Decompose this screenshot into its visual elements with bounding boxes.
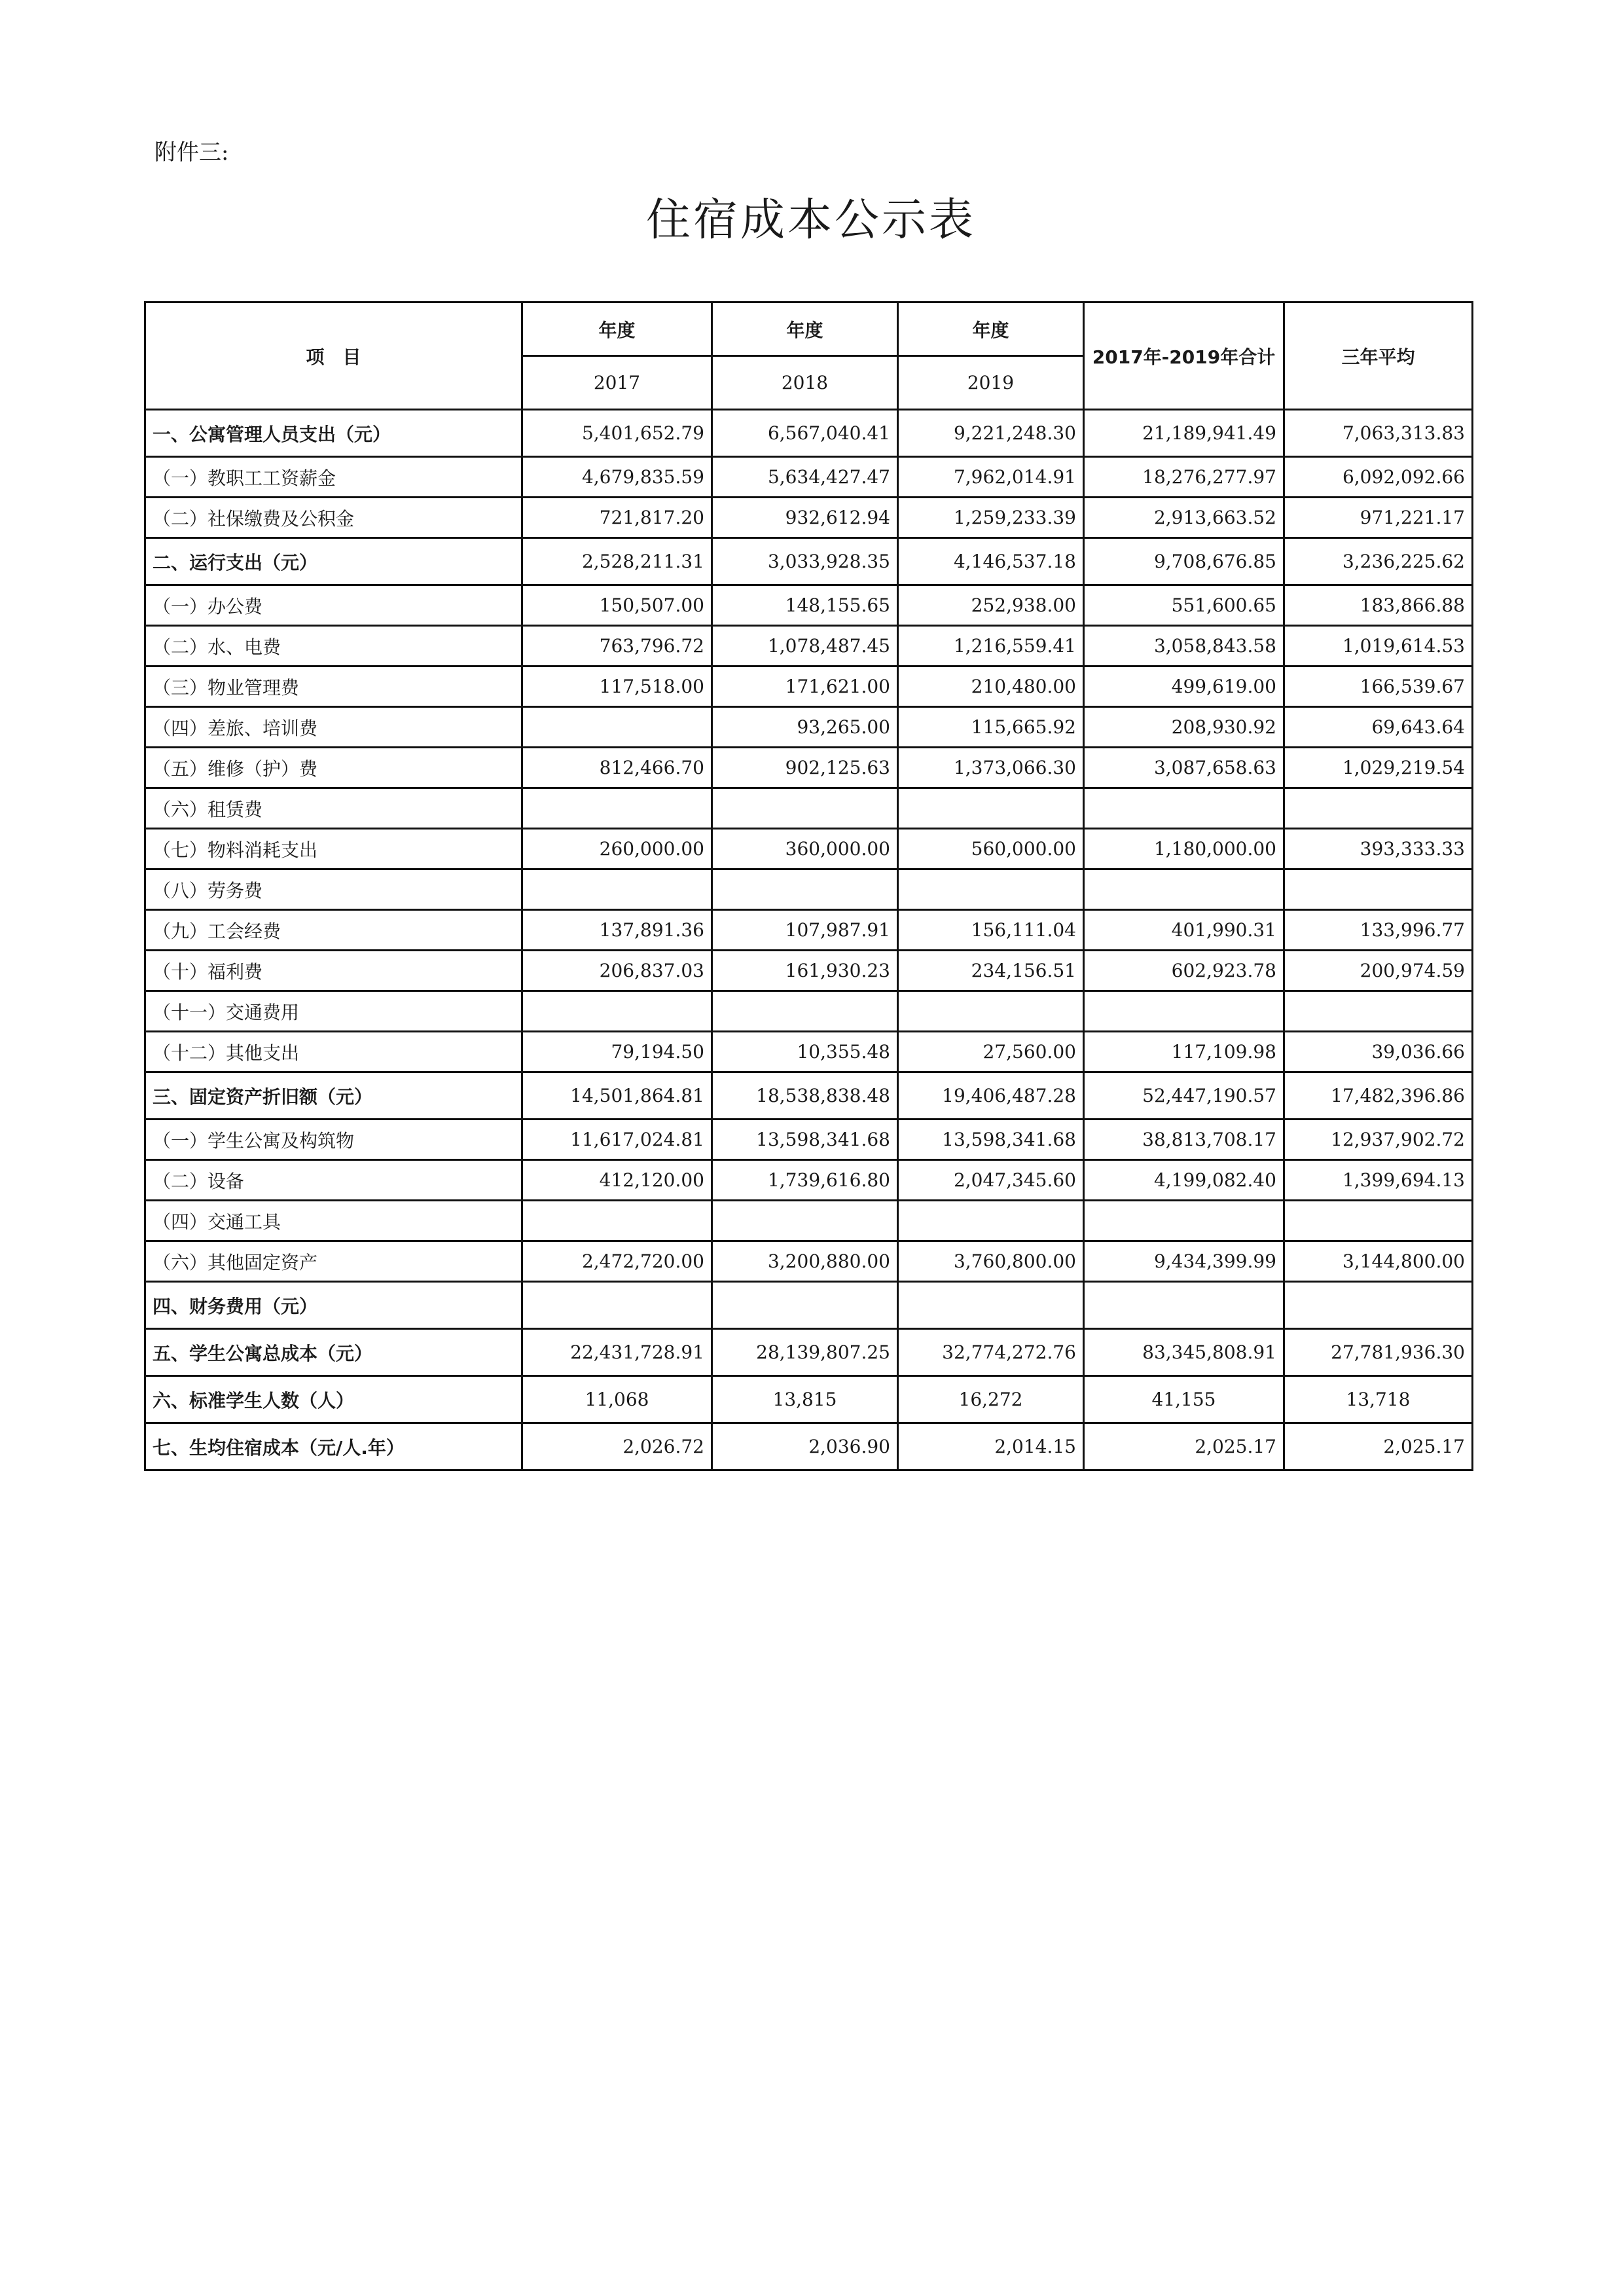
table-row (145, 1160, 1473, 1201)
cell-value: 208,930.92 (1084, 707, 1284, 748)
cell-value: 1,399,694.13 (1284, 1160, 1473, 1201)
cell-value: 13,598,341.68 (898, 1120, 1084, 1160)
cell-value: 69,643.64 (1284, 707, 1473, 748)
table-row (145, 1376, 1473, 1423)
cell-value: 412,120.00 (522, 1160, 712, 1201)
table-row (145, 788, 1473, 829)
cell-value: 2,047,345.60 (898, 1160, 1084, 1201)
row-label: （十一）交通费用 (145, 991, 522, 1032)
cell-value: 3,760,800.00 (898, 1241, 1084, 1282)
cell-value (1284, 1282, 1473, 1329)
cell-value (898, 991, 1084, 1032)
cell-value: 6,567,040.41 (712, 410, 898, 457)
cell-value: 9,221,248.30 (898, 410, 1084, 457)
cell-value: 183,866.88 (1284, 585, 1473, 626)
cell-value: 10,355.48 (712, 1032, 898, 1072)
cell-value: 200,974.59 (1284, 951, 1473, 991)
cell-value: 763,796.72 (522, 626, 712, 666)
cell-value (1284, 1201, 1473, 1241)
cell-value: 234,156.51 (898, 951, 1084, 991)
cell-value: 721,817.20 (522, 498, 712, 538)
cell-value: 117,109.98 (1084, 1032, 1284, 1072)
table-row (145, 1423, 1473, 1470)
cell-value: 3,058,843.58 (1084, 626, 1284, 666)
row-label: 二、运行支出（元） (145, 538, 522, 585)
table-row (145, 1241, 1473, 1282)
row-label: （八）劳务费 (145, 869, 522, 910)
cell-value: 14,501,864.81 (522, 1072, 712, 1120)
row-label: （一）教职工工资薪金 (145, 457, 522, 498)
cell-value: 18,538,838.48 (712, 1072, 898, 1120)
cell-value: 3,144,800.00 (1284, 1241, 1473, 1282)
cell-value (898, 1201, 1084, 1241)
header-year-group-2018: 年度 (712, 302, 898, 356)
cell-value: 9,708,676.85 (1084, 538, 1284, 585)
header-year-group-2019: 年度 (898, 302, 1084, 356)
cell-value: 4,146,537.18 (898, 538, 1084, 585)
cell-value: 210,480.00 (898, 666, 1084, 707)
cell-value: 13,718 (1284, 1376, 1473, 1423)
cell-value (1084, 1201, 1284, 1241)
cell-value (712, 788, 898, 829)
row-label: （十二）其他支出 (145, 1032, 522, 1072)
table-body (145, 410, 1473, 1470)
row-label: （六）租赁费 (145, 788, 522, 829)
row-label: （五）维修（护）费 (145, 748, 522, 788)
cell-value: 206,837.03 (522, 951, 712, 991)
cell-value: 3,236,225.62 (1284, 538, 1473, 585)
row-label: 四、财务费用（元） (145, 1282, 522, 1329)
cell-value: 560,000.00 (898, 829, 1084, 869)
cell-value: 39,036.66 (1284, 1032, 1473, 1072)
row-label: （九）工会经费 (145, 910, 522, 951)
row-label: 三、固定资产折旧额（元） (145, 1072, 522, 1120)
cell-value: 2,528,211.31 (522, 538, 712, 585)
cell-value (1084, 991, 1284, 1032)
cell-value: 1,259,233.39 (898, 498, 1084, 538)
row-label: （四）交通工具 (145, 1201, 522, 1241)
cell-value: 6,092,092.66 (1284, 457, 1473, 498)
cell-value (522, 707, 712, 748)
row-label: （二）社保缴费及公积金 (145, 498, 522, 538)
cell-value: 602,923.78 (1084, 951, 1284, 991)
cell-value: 1,739,616.80 (712, 1160, 898, 1201)
cell-value: 13,598,341.68 (712, 1120, 898, 1160)
cell-value: 7,962,014.91 (898, 457, 1084, 498)
cell-value: 499,619.00 (1084, 666, 1284, 707)
cell-value (522, 1282, 712, 1329)
cell-value: 27,781,936.30 (1284, 1329, 1473, 1376)
table-row (145, 1329, 1473, 1376)
cell-value: 38,813,708.17 (1084, 1120, 1284, 1160)
table-row (145, 991, 1473, 1032)
cell-value: 41,155 (1084, 1376, 1284, 1423)
table-row (145, 1282, 1473, 1329)
row-label: 一、公寓管理人员支出（元） (145, 410, 522, 457)
cell-value: 1,029,219.54 (1284, 748, 1473, 788)
header-year-2019: 2019 (898, 356, 1084, 410)
attachment-label: 附件三: (154, 139, 229, 166)
cell-value: 1,373,066.30 (898, 748, 1084, 788)
cell-value: 12,937,902.72 (1284, 1120, 1473, 1160)
cell-value: 27,560.00 (898, 1032, 1084, 1072)
table-row (145, 707, 1473, 748)
cell-value: 2,036.90 (712, 1423, 898, 1470)
cell-value: 107,987.91 (712, 910, 898, 951)
table-row (145, 829, 1473, 869)
table-row (145, 626, 1473, 666)
cell-value: 4,199,082.40 (1084, 1160, 1284, 1201)
cell-value: 2,014.15 (898, 1423, 1084, 1470)
row-label: （七）物料消耗支出 (145, 829, 522, 869)
cell-value: 932,612.94 (712, 498, 898, 538)
cell-value: 115,665.92 (898, 707, 1084, 748)
cell-value (1284, 788, 1473, 829)
cell-value: 79,194.50 (522, 1032, 712, 1072)
cell-value: 5,401,652.79 (522, 410, 712, 457)
table-row (145, 457, 1473, 498)
table-row (145, 585, 1473, 626)
table-row (145, 869, 1473, 910)
cell-value: 7,063,313.83 (1284, 410, 1473, 457)
cell-value: 22,431,728.91 (522, 1329, 712, 1376)
cell-value (522, 1201, 712, 1241)
cell-value (522, 991, 712, 1032)
cell-value: 1,180,000.00 (1084, 829, 1284, 869)
cell-value (1084, 869, 1284, 910)
cell-value (712, 869, 898, 910)
cell-value: 1,078,487.45 (712, 626, 898, 666)
table-row (145, 1032, 1473, 1072)
cell-value: 133,996.77 (1284, 910, 1473, 951)
cell-value: 83,345,808.91 (1084, 1329, 1284, 1376)
cell-value: 2,025.17 (1084, 1423, 1284, 1470)
cell-value: 9,434,399.99 (1084, 1241, 1284, 1282)
row-label: （三）物业管理费 (145, 666, 522, 707)
cell-value (1084, 788, 1284, 829)
cell-value: 551,600.65 (1084, 585, 1284, 626)
row-label: 五、学生公寓总成本（元） (145, 1329, 522, 1376)
cell-value: 5,634,427.47 (712, 457, 898, 498)
header-item: 项 目 (145, 302, 522, 410)
cell-value (898, 788, 1084, 829)
row-label: （六）其他固定资产 (145, 1241, 522, 1282)
cell-value: 16,272 (898, 1376, 1084, 1423)
cell-value: 812,466.70 (522, 748, 712, 788)
header-average: 三年平均 (1284, 302, 1473, 410)
cell-value (712, 991, 898, 1032)
cell-value: 3,033,928.35 (712, 538, 898, 585)
cell-value: 93,265.00 (712, 707, 898, 748)
cell-value (898, 869, 1084, 910)
cell-value: 401,990.31 (1084, 910, 1284, 951)
cell-value: 3,087,658.63 (1084, 748, 1284, 788)
cell-value: 166,539.67 (1284, 666, 1473, 707)
cost-table (144, 301, 1473, 1471)
cell-value: 117,518.00 (522, 666, 712, 707)
cell-value: 2,026.72 (522, 1423, 712, 1470)
cell-value: 156,111.04 (898, 910, 1084, 951)
cell-value (522, 788, 712, 829)
row-label: （四）差旅、培训费 (145, 707, 522, 748)
table-row (145, 538, 1473, 585)
cell-value: 393,333.33 (1284, 829, 1473, 869)
cell-value: 11,068 (522, 1376, 712, 1423)
cell-value: 252,938.00 (898, 585, 1084, 626)
cell-value: 21,189,941.49 (1084, 410, 1284, 457)
cell-value: 2,025.17 (1284, 1423, 1473, 1470)
header-year-2018: 2018 (712, 356, 898, 410)
row-label: （一）办公费 (145, 585, 522, 626)
table-row (145, 1201, 1473, 1241)
cell-value: 52,447,190.57 (1084, 1072, 1284, 1120)
cell-value: 2,913,663.52 (1084, 498, 1284, 538)
header-year-2017: 2017 (522, 356, 712, 410)
cell-value (1284, 869, 1473, 910)
table-row (145, 666, 1473, 707)
cell-value: 1,019,614.53 (1284, 626, 1473, 666)
row-label: （十）福利费 (145, 951, 522, 991)
cell-value: 902,125.63 (712, 748, 898, 788)
cell-value: 260,000.00 (522, 829, 712, 869)
row-label: （二）设备 (145, 1160, 522, 1201)
table-row (145, 498, 1473, 538)
cell-value: 18,276,277.97 (1084, 457, 1284, 498)
table-row (145, 951, 1473, 991)
cell-value (1284, 991, 1473, 1032)
cell-value (712, 1201, 898, 1241)
cell-value: 4,679,835.59 (522, 457, 712, 498)
cell-value: 32,774,272.76 (898, 1329, 1084, 1376)
table-row (145, 1072, 1473, 1120)
table-row (145, 410, 1473, 457)
cell-value: 28,139,807.25 (712, 1329, 898, 1376)
table-row (145, 748, 1473, 788)
table-row (145, 1120, 1473, 1160)
cell-value: 360,000.00 (712, 829, 898, 869)
cell-value: 1,216,559.41 (898, 626, 1084, 666)
header-year-group-2017: 年度 (522, 302, 712, 356)
row-label: （二）水、电费 (145, 626, 522, 666)
table-row (145, 910, 1473, 951)
row-label: 六、标准学生人数（人） (145, 1376, 522, 1423)
cell-value (898, 1282, 1084, 1329)
row-label: （一）学生公寓及构筑物 (145, 1120, 522, 1160)
row-label: 七、生均住宿成本（元/人.年） (145, 1423, 522, 1470)
cell-value (712, 1282, 898, 1329)
cell-value: 11,617,024.81 (522, 1120, 712, 1160)
cell-value: 148,155.65 (712, 585, 898, 626)
cell-value: 137,891.36 (522, 910, 712, 951)
cell-value: 171,621.00 (712, 666, 898, 707)
cell-value: 2,472,720.00 (522, 1241, 712, 1282)
cell-value (1084, 1282, 1284, 1329)
cell-value: 3,200,880.00 (712, 1241, 898, 1282)
cell-value: 19,406,487.28 (898, 1072, 1084, 1120)
cell-value: 971,221.17 (1284, 498, 1473, 538)
cell-value: 161,930.23 (712, 951, 898, 991)
cell-value: 150,507.00 (522, 585, 712, 626)
cell-value: 13,815 (712, 1376, 898, 1423)
cell-value: 17,482,396.86 (1284, 1072, 1473, 1120)
cell-value (522, 869, 712, 910)
header-total: 2017年-2019年合计 (1084, 302, 1284, 410)
page-title: 住宿成本公示表 (645, 194, 976, 246)
